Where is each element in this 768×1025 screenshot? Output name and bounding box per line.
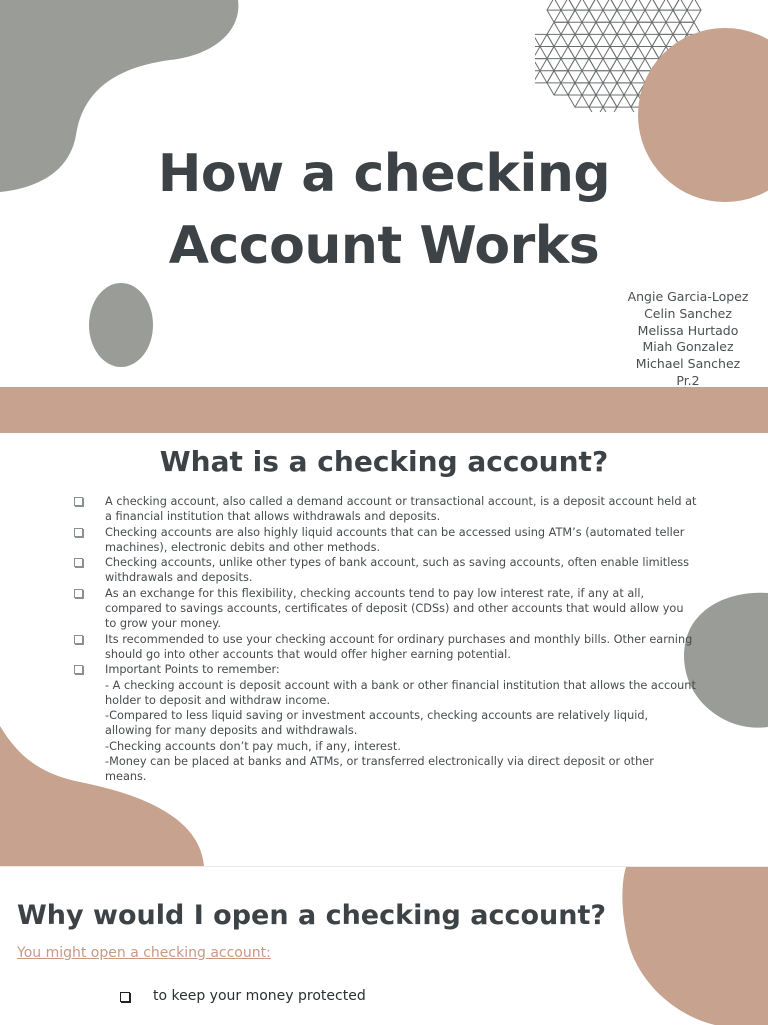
definition-list: [74, 494, 698, 785]
list-item-text: A checking account, also called a demand account or transactional account, is a deposit account held at a financial institution that allows withdrawals and deposits.: [105, 495, 697, 524]
list-item: [74, 494, 698, 525]
checkbox-bullet-icon: [120, 992, 130, 1002]
definition-slide: [0, 433, 768, 866]
important-point: -Money can be placed at banks and ATMs, or transferred electronically via direct deposit or other means.: [105, 755, 654, 784]
slide-heading: Why would I open a checking account?: [17, 900, 607, 931]
taupe-blob-top-right: [620, 867, 768, 1025]
list-item: [74, 662, 698, 784]
gray-oval-left: [88, 282, 154, 370]
presentation-title: [0, 138, 768, 282]
list-item-text: to keep your money protected: [153, 988, 366, 1004]
checkbox-bullet-icon: [74, 635, 83, 644]
author-name: Angie Garcia-Lopez: [627, 289, 749, 304]
author-list: [612, 289, 764, 387]
list-item-text: Checking accounts, unlike other types of bank account, such as saving accounts, often enable limitless withdrawals and deposits.: [105, 556, 690, 585]
checkbox-bullet-icon: [74, 497, 83, 506]
author-name: Miah Gonzalez: [642, 339, 734, 355]
title-line-2: Account Works: [168, 216, 600, 276]
title-line-1: How a checking: [157, 144, 611, 204]
checkbox-bullet-icon: [74, 665, 83, 674]
slide-heading: What is a checking account?: [159, 445, 609, 478]
important-point: -Compared to less liquid saving or investment accounts, checking accounts are relatively liquid, allowing for many deposits and withdrawals.: [105, 709, 649, 738]
checkbox-bullet-icon: [74, 528, 83, 537]
list-item: [74, 586, 698, 632]
slide-subheading: You might open a checking account:: [17, 945, 271, 961]
list-item-text: Checking accounts are also highly liquid accounts that can be accessed using ATM’s (automated teller machines), electronic debits and other methods.: [105, 525, 685, 554]
title-slide: [0, 0, 768, 387]
author-name: Michael Sanchez: [635, 356, 741, 372]
period-label: Pr.2: [676, 372, 700, 387]
list-item: [74, 555, 698, 586]
slide-divider-band: [0, 387, 768, 433]
list-item-text: Its recommended to use your checking account for ordinary purchases and monthly bills. Other earning should go into other accounts that would offer higher earning potential.: [105, 632, 693, 661]
important-point: - A checking account is deposit account with a bank or other financial institution that allows the account holder to deposit and withdraw income.: [105, 678, 696, 707]
list-item-text: As an exchange for this flexibility, checking accounts tend to pay low interest rate, if any at all, compared to savings accounts, certificates of deposit (CDSs) and other accounts that would allow you to grow your money.: [105, 586, 684, 631]
list-item: [74, 632, 698, 663]
important-heading: Important Points to remember:: [105, 663, 280, 677]
author-name: Celin Sanchez: [644, 305, 732, 321]
checkbox-bullet-icon: [74, 558, 83, 567]
list-item: [74, 525, 698, 556]
author-name: Melissa Hurtado: [637, 322, 739, 338]
important-point: -Checking accounts don’t pay much, if any, interest.: [105, 739, 401, 753]
checkbox-bullet-icon: [74, 589, 83, 598]
list-item: [120, 988, 366, 1004]
reasons-slide: [0, 866, 768, 1025]
